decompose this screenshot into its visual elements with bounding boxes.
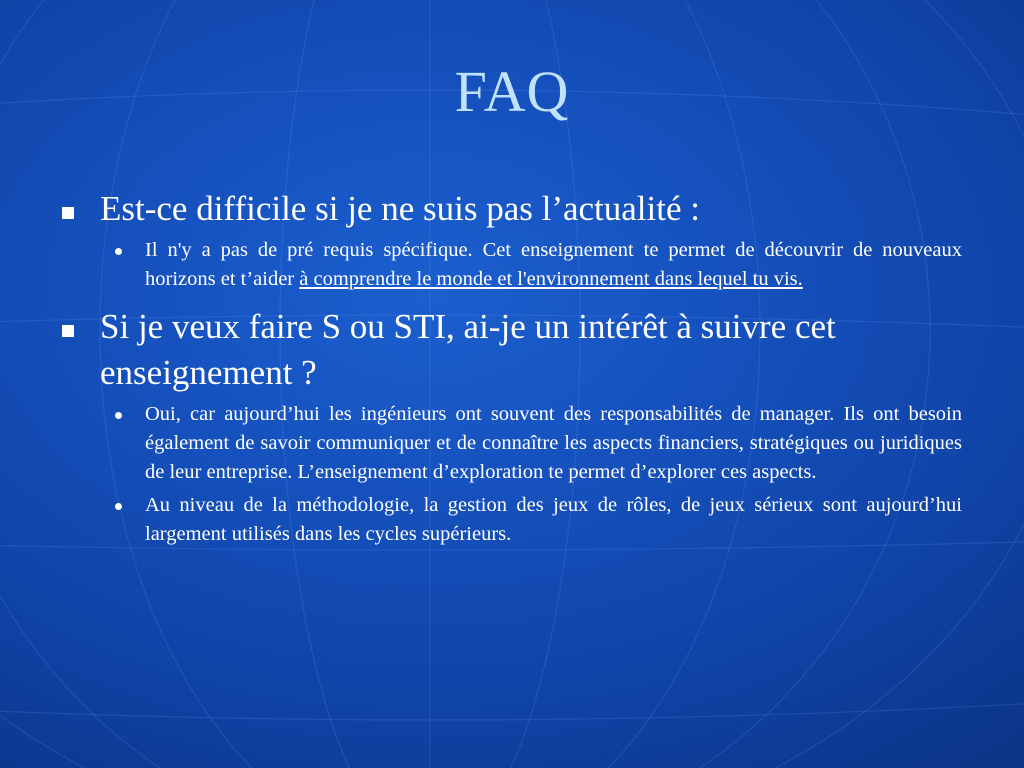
answer-list [100, 236, 962, 294]
faq-question: Si je veux faire S ou STI, ai-je un intérêt à suivre cet enseignement ? [100, 307, 836, 392]
faq-item [62, 304, 962, 549]
answer-text: Au niveau de la méthodologie, la gestion des jeux de rôles, de jeux sérieux sont aujourd’hui largement utilisés dans les cycles supérieurs. [145, 494, 962, 545]
faq-answer [100, 491, 962, 549]
slide-title: FAQ [454, 59, 570, 124]
round-bullet-icon [115, 412, 122, 419]
answer-text: Il n'y a pas de pré requis spécifique. Cet enseignement te permet de découvrir de nouveaux horizons et t’aider [145, 239, 962, 290]
faq-item [62, 186, 962, 294]
square-bullet-icon [62, 325, 74, 337]
faq-question: Est-ce difficile si je ne suis pas l’actualité : [100, 189, 700, 228]
faq-list [62, 186, 962, 553]
round-bullet-icon [115, 248, 122, 255]
answer-text: Oui, car aujourd’hui les ingénieurs ont souvent des responsabilités de manager. Ils ont besoin également de savoir communiquer et de connaître les aspects financiers, stratégiques ou juridiques de leur entreprise. L’enseignement d’exploration te permet d’explorer ces aspects. [145, 403, 962, 483]
answer-list [100, 400, 962, 549]
faq-answer [100, 236, 962, 294]
square-bullet-icon [62, 207, 74, 219]
round-bullet-icon [115, 503, 122, 510]
faq-answer [100, 400, 962, 487]
answer-link[interactable]: à comprendre le monde et l'environnement dans lequel tu vis. [299, 268, 803, 290]
